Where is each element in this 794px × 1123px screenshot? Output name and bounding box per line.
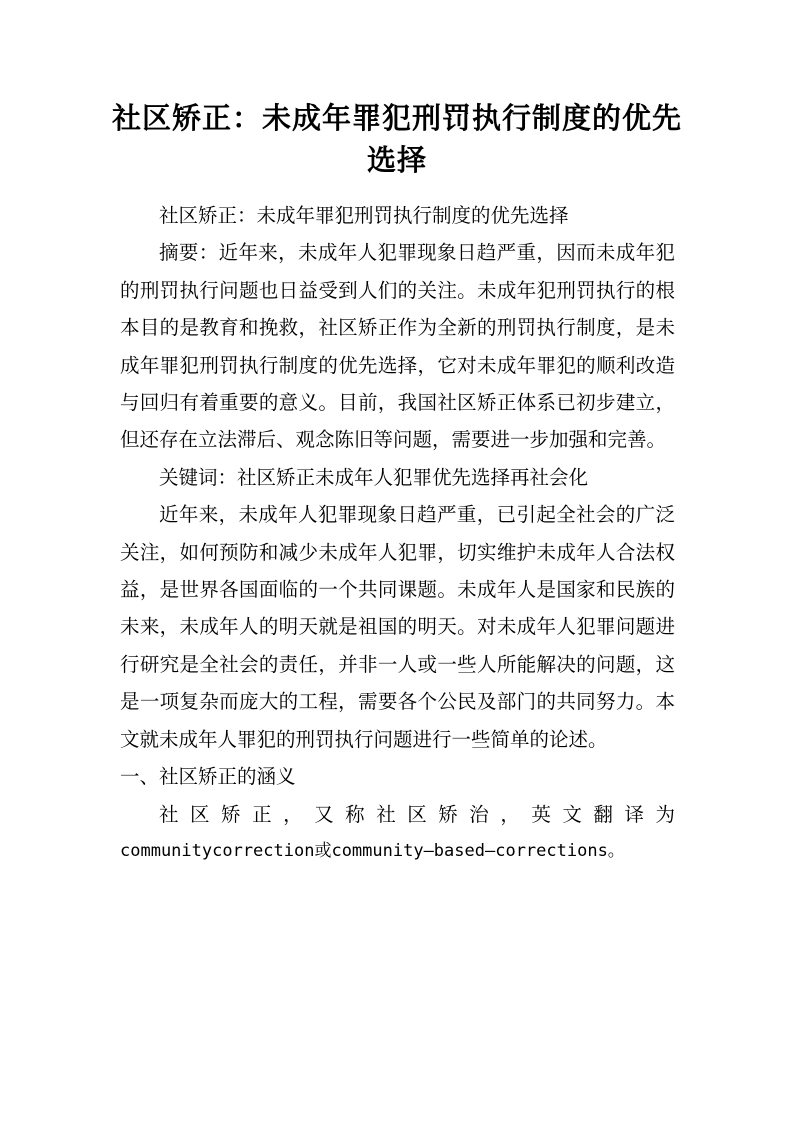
document-body — [120, 197, 675, 870]
intro-paragraph: 近年来，未成年人犯罪现象日趋严重，已引起全社会的广泛关注，如何预防和减少未成年人犯罪，切实维护未成年人合法权益，是世界各国面临的一个共同课题。未成年人是国家和民族的未来，未成年人的明天就是祖国的明天。对未成年人犯罪问题进行研究是全社会的责任，并非一人或一些人所能解决的问题，这是一项复杂而庞大的工程，需要各个公民及部门的共同努力。本文就未成年人罪犯的刑罚执行问题进行一些简单的论述。 — [120, 503, 675, 751]
subtitle-paragraph: 社区矫正：未成年罪犯刑罚执行制度的优先选择 — [159, 204, 569, 227]
keywords-paragraph: 关键词：社区矫正未成年人犯罪优先选择再社会化 — [159, 465, 589, 489]
section-heading: 一、社区矫正的涵义 — [120, 765, 296, 789]
document-title: 社区矫正：未成年罪犯刑罚执行制度的优先选择 — [111, 101, 682, 177]
section-paragraph: 社区矫正，又称社区矫治，英文翻译为 — [159, 802, 675, 826]
english-term-line: communitycorrection或community–based–corrections。 — [120, 840, 625, 861]
abstract-paragraph: 摘要：近年来，未成年人犯罪现象日趋严重，因而未成年犯的刑罚执行问题也日益受到人们的关注。未成年犯刑罚执行的根本目的是教育和挽救，社区矫正作为全新的刑罚执行制度，是未成年罪犯刑罚执行制度的优先选择，它对未成年罪犯的顺利改造与回归有着重要的意义。目前，我国社区矫正体系已初步建立，但还存在立法滞后、观念陈旧等问题，需要进一步加强和完善。 — [120, 241, 675, 452]
